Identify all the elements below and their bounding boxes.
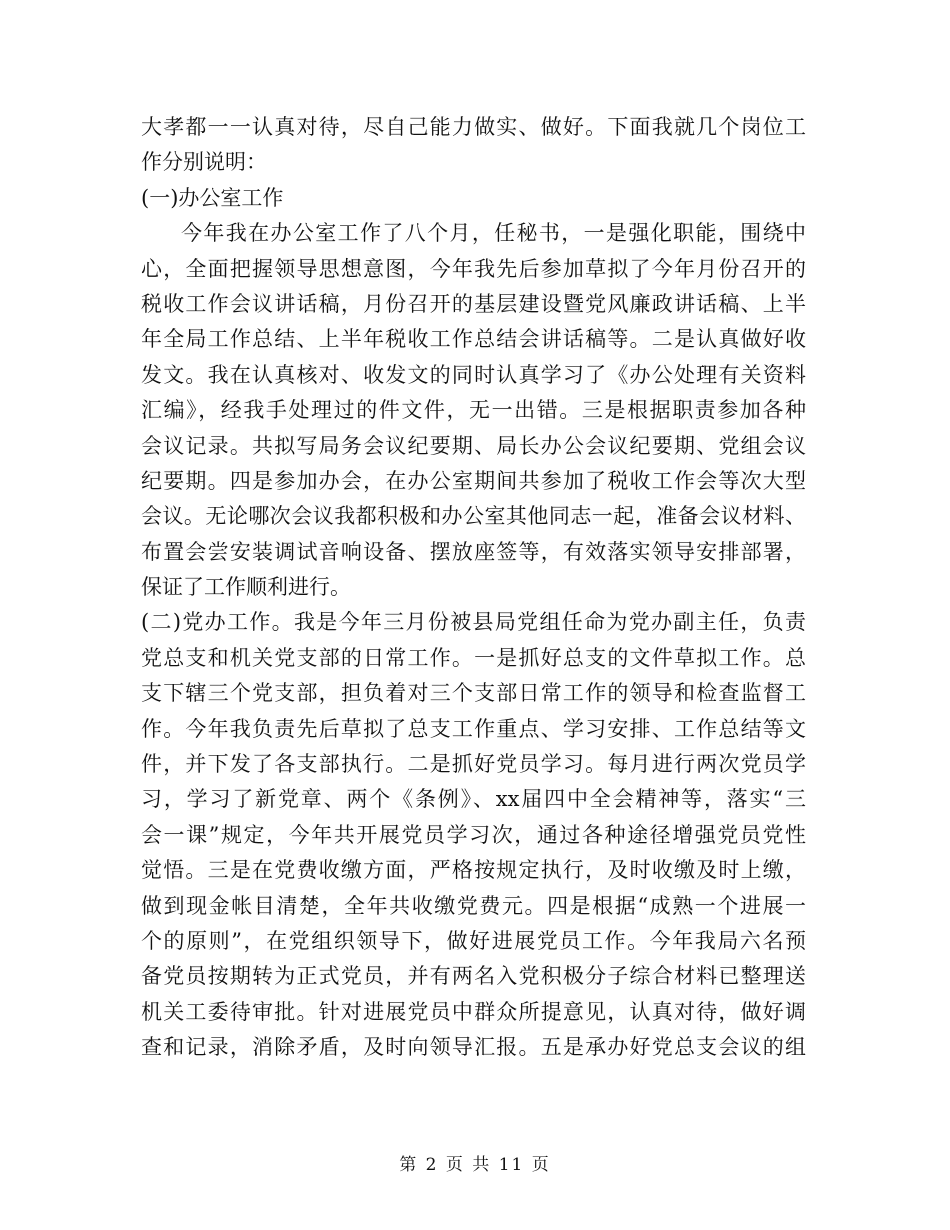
text-line: 心，全面把握领导思想意图，今年我先后参加草拟了今年月份召开的 [141, 256, 806, 281]
text-line: 今年我在办公室工作了八个月，任秘书，一是强化职能，围绕中 [181, 221, 806, 246]
text-line: 作分别说明： [141, 150, 267, 175]
text-line: 汇编》，经我手处理过的件文件，无一出错。三是根据职责参加各种 [141, 398, 806, 423]
text-line: 查和记录，消除矛盾，及时向领导汇报。五是承办好党总支会议的组 [141, 1035, 806, 1060]
text-line: 大孝都一一认真对待，尽自己能力做实、做好。下面我就几个岗位工 [141, 115, 806, 139]
text-line: 做到现金帐目清楚，全年共收缴党费元。四是根据“成熟一个进展一 [141, 893, 806, 918]
text-line: (一)办公室工作 [141, 185, 284, 210]
text-line: 习，学习了新党章、两个《条例》、xx届四中全会精神等，落实“三 [141, 787, 806, 812]
text-line: (二)党办工作。我是今年三月份被县局党组任命为党办副主任，负责 [141, 610, 806, 635]
text-line: 作。今年我负责先后草拟了总支工作重点、学习安排、工作总结等文 [141, 716, 806, 741]
text-line: 件，并下发了各支部执行。二是抓好党员学习。每月进行两次党员学 [141, 752, 806, 777]
text-line: 会一课”规定，今年共开展党员学习次，通过各种途径增强党员党性 [141, 822, 806, 847]
text-line: 个的原则”，在党组织领导下，做好进展党员工作。今年我局六名预 [141, 928, 806, 953]
page-footer: 第 2 页 共 11 页 [399, 1155, 551, 1175]
text-line: 会议记录。共拟写局务会议纪要期、局长办公会议纪要期、党组会议 [141, 433, 806, 458]
text-line: 备党员按期转为正式党员，并有两名入党积极分子综合材料已整理送 [141, 964, 806, 989]
text-line: 发文。我在认真核对、收发文的同时认真学习了《办公处理有关资料 [141, 362, 806, 387]
body-text [141, 110, 806, 1066]
text-line: 会议。无论哪次会议我都积极和办公室其他同志一起，准备会议材料、 [141, 504, 806, 529]
text-line: 年全局工作总结、上半年税收工作总结会讲话稿等。二是认真做好收 [141, 327, 806, 352]
text-line: 税收工作会议讲话稿，月份召开的基层建设暨党风廉政讲话稿、上半 [141, 291, 806, 316]
text-line: 党总支和机关党支部的日常工作。一是抓好总支的文件草拟工作。总 [141, 645, 806, 670]
text-line: 保证了工作顺利进行。 [141, 575, 351, 600]
text-line: 支下辖三个党支部，担负着对三个支部日常工作的领导和检查监督工 [141, 681, 806, 706]
text-line: 纪要期。四是参加办会，在办公室期间共参加了税收工作会等次大型 [141, 468, 806, 493]
text-line: 觉悟。三是在党费收缴方面，严格按规定执行，及时收缴及时上缴， [141, 858, 806, 883]
text-line: 布置会尝安装调试音响设备、摆放座签等，有效落实领导安排部署， [141, 539, 806, 564]
text-line: 机关工委待审批。针对进展党员中群众所提意见，认真对待，做好调 [141, 999, 806, 1024]
